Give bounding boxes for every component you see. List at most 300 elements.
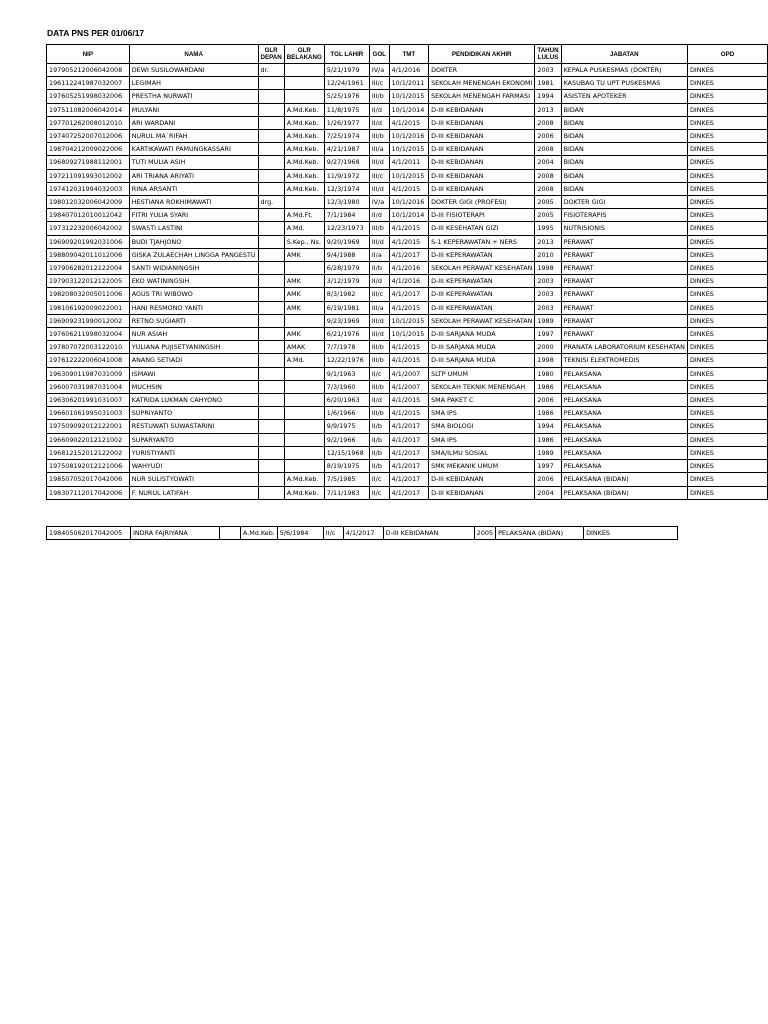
- cell-glr-belakang[interactable]: A.Md.Keb.: [284, 473, 324, 486]
- table-row[interactable]: [47, 394, 768, 407]
- cell-gol[interactable]: II/b: [369, 420, 389, 433]
- cell-tahun-lulus[interactable]: 1980: [535, 367, 561, 380]
- cell-pendidikan-akhir[interactable]: D-III KEBIDANAN: [429, 156, 535, 169]
- cell-glr-depan[interactable]: [258, 90, 284, 103]
- cell-tahun-lulus[interactable]: 2010: [535, 248, 561, 261]
- cell-tahun-lulus[interactable]: 2005: [535, 209, 561, 222]
- table-row[interactable]: [47, 460, 768, 473]
- cell-gol[interactable]: III/c: [369, 77, 389, 90]
- cell-tmt[interactable]: 10/1/2016: [389, 196, 429, 209]
- cell-nama[interactable]: SANTI WIDIANINGSIH: [129, 262, 258, 275]
- table-row[interactable]: [47, 143, 768, 156]
- table-row[interactable]: [47, 64, 768, 77]
- cell-tgl-lahir[interactable]: 8/3/1982: [324, 288, 369, 301]
- cell-tahun-lulus[interactable]: 2008: [535, 143, 561, 156]
- cell-gol[interactable]: II/d: [369, 275, 389, 288]
- cell-pendidikan-akhir[interactable]: SMA BIOLOGI: [429, 420, 535, 433]
- cell-jabatan[interactable]: BIDAN: [561, 103, 687, 116]
- cell-tgl-lahir[interactable]: 11/8/1975: [324, 103, 369, 116]
- cell-opd[interactable]: DINKES: [687, 196, 767, 209]
- table-row[interactable]: [47, 380, 768, 393]
- cell-tahun-lulus[interactable]: 1986: [535, 433, 561, 446]
- cell-opd[interactable]: DINKES: [687, 446, 767, 459]
- cell-nama[interactable]: HESTIANA ROKHIMAWATI: [129, 196, 258, 209]
- cell-nama[interactable]: RETNO SUGIARTI: [129, 314, 258, 327]
- cell-tahun-lulus[interactable]: 1997: [535, 460, 561, 473]
- cell-opd[interactable]: DINKES: [584, 527, 678, 540]
- cell-jabatan[interactable]: PELAKSANA (BIDAN): [561, 486, 687, 499]
- cell-opd[interactable]: DINKES: [687, 222, 767, 235]
- cell-nama[interactable]: GISKA ZULAECHAH LINGGA PANGESTU: [129, 248, 258, 261]
- cell-tgl-lahir[interactable]: 11/9/1972: [324, 169, 369, 182]
- cell-tmt[interactable]: 4/1/2015: [389, 116, 429, 129]
- cell-jabatan[interactable]: PELAKSANA: [561, 420, 687, 433]
- cell-glr-belakang[interactable]: [284, 420, 324, 433]
- cell-tahun-lulus[interactable]: 2006: [535, 130, 561, 143]
- cell-tahun-lulus[interactable]: 1994: [535, 90, 561, 103]
- cell-nip[interactable]: 197509092012122001: [47, 420, 130, 433]
- column-header-tmt[interactable]: TMT: [389, 45, 429, 64]
- cell-gol[interactable]: II/d: [369, 103, 389, 116]
- cell-pendidikan-akhir[interactable]: D-III SARJANA MUDA: [429, 328, 535, 341]
- table-row[interactable]: [47, 341, 768, 354]
- cell-pendidikan-akhir[interactable]: D-III KEBIDANAN: [429, 103, 535, 116]
- cell-tmt[interactable]: 4/1/2015: [389, 394, 429, 407]
- cell-tahun-lulus[interactable]: 1986: [535, 407, 561, 420]
- cell-gol[interactable]: IV/a: [369, 196, 389, 209]
- cell-glr-depan[interactable]: [220, 527, 241, 540]
- cell-glr-belakang[interactable]: A.Md.Keb.: [284, 130, 324, 143]
- cell-gol[interactable]: II/d: [369, 209, 389, 222]
- cell-nama[interactable]: SUPRIYANTO: [129, 407, 258, 420]
- cell-pendidikan-akhir[interactable]: SMK MEKANIK UMUM: [429, 460, 535, 473]
- cell-nama[interactable]: NURUL MA`RIFAH: [129, 130, 258, 143]
- cell-glr-depan[interactable]: [258, 209, 284, 222]
- cell-nama[interactable]: MUCHSIN: [129, 380, 258, 393]
- table-row[interactable]: [47, 486, 768, 499]
- cell-tgl-lahir[interactable]: 7/1/1984: [324, 209, 369, 222]
- cell-nip[interactable]: 196601061995031003: [47, 407, 130, 420]
- cell-nama[interactable]: SUPARYANTO: [129, 433, 258, 446]
- cell-pendidikan-akhir[interactable]: D-III KESEHATAN GIZI: [429, 222, 535, 235]
- table-row[interactable]: [47, 420, 768, 433]
- table-row[interactable]: [47, 169, 768, 182]
- cell-nip[interactable]: 197701262008012010: [47, 116, 130, 129]
- cell-jabatan[interactable]: PERAWAT: [561, 275, 687, 288]
- cell-opd[interactable]: DINKES: [687, 354, 767, 367]
- cell-nama[interactable]: ANANG SETIADI: [129, 354, 258, 367]
- cell-tmt[interactable]: 10/1/2011: [389, 77, 429, 90]
- cell-nip[interactable]: 196112241987032007: [47, 77, 130, 90]
- cell-gol[interactable]: III/c: [369, 288, 389, 301]
- table-row[interactable]: [47, 77, 768, 90]
- cell-jabatan[interactable]: BIDAN: [561, 116, 687, 129]
- cell-tmt[interactable]: 10/1/2016: [389, 130, 429, 143]
- cell-tmt[interactable]: 4/1/2007: [389, 380, 429, 393]
- cell-jabatan[interactable]: PELAKSANA: [561, 433, 687, 446]
- cell-nip[interactable]: 198405062017042005: [47, 527, 131, 540]
- cell-jabatan[interactable]: PERAWAT: [561, 314, 687, 327]
- table-row[interactable]: [47, 156, 768, 169]
- cell-glr-depan[interactable]: [258, 486, 284, 499]
- table-row[interactable]: [47, 130, 768, 143]
- cell-glr-depan[interactable]: dr.: [258, 64, 284, 77]
- cell-tahun-lulus[interactable]: 2004: [535, 486, 561, 499]
- cell-nip[interactable]: 197905212006042008: [47, 64, 130, 77]
- cell-glr-belakang[interactable]: AMAK: [284, 341, 324, 354]
- table-row[interactable]: [47, 196, 768, 209]
- cell-glr-depan[interactable]: [258, 407, 284, 420]
- cell-gol[interactable]: III/d: [369, 156, 389, 169]
- cell-tgl-lahir[interactable]: 5/21/1979: [324, 64, 369, 77]
- cell-tgl-lahir[interactable]: 7/3/1960: [324, 380, 369, 393]
- cell-glr-belakang[interactable]: A.Md.Keb.: [284, 103, 324, 116]
- cell-jabatan[interactable]: BIDAN: [561, 130, 687, 143]
- cell-jabatan[interactable]: NUTRISIONIS: [561, 222, 687, 235]
- cell-tahun-lulus[interactable]: 1989: [535, 314, 561, 327]
- cell-nip[interactable]: 198106192009022001: [47, 301, 130, 314]
- cell-nama[interactable]: ARI WARDANI: [129, 116, 258, 129]
- cell-gol[interactable]: II/c: [369, 473, 389, 486]
- cell-nip[interactable]: 196306201991031007: [47, 394, 130, 407]
- cell-glr-belakang[interactable]: A.Md.Keb.: [284, 169, 324, 182]
- cell-nip[interactable]: 196909231990012002: [47, 314, 130, 327]
- cell-pendidikan-akhir[interactable]: SEKOLAH PERAWAT KESEHATAN: [429, 314, 535, 327]
- cell-tmt[interactable]: 4/1/2015: [389, 407, 429, 420]
- cell-gol[interactable]: II/d: [369, 116, 389, 129]
- cell-tmt[interactable]: 4/1/2015: [389, 222, 429, 235]
- cell-pendidikan-akhir[interactable]: D-III FISIOTERAPI: [429, 209, 535, 222]
- cell-opd[interactable]: DINKES: [687, 262, 767, 275]
- cell-glr-depan[interactable]: [258, 433, 284, 446]
- cell-pendidikan-akhir[interactable]: SMA IPS: [429, 433, 535, 446]
- cell-nip[interactable]: 197903122012122005: [47, 275, 130, 288]
- cell-tahun-lulus[interactable]: 2008: [535, 116, 561, 129]
- cell-jabatan[interactable]: PELAKSANA (BIDAN): [496, 527, 584, 540]
- cell-glr-belakang[interactable]: A.Md.: [284, 222, 324, 235]
- cell-glr-belakang[interactable]: A.Md.Keb.: [284, 486, 324, 499]
- table-row[interactable]: [47, 235, 768, 248]
- cell-nip[interactable]: 197511082006042014: [47, 103, 130, 116]
- cell-pendidikan-akhir[interactable]: SMA PAKET C: [429, 394, 535, 407]
- cell-pendidikan-akhir[interactable]: SLTP UMUM: [429, 367, 535, 380]
- cell-tmt[interactable]: 4/1/2017: [389, 420, 429, 433]
- cell-opd[interactable]: DINKES: [687, 394, 767, 407]
- cell-glr-belakang[interactable]: [284, 196, 324, 209]
- cell-tahun-lulus[interactable]: 2008: [535, 182, 561, 195]
- cell-tgl-lahir[interactable]: 5/25/1976: [324, 90, 369, 103]
- cell-glr-depan[interactable]: [258, 248, 284, 261]
- cell-gol[interactable]: II/b: [369, 446, 389, 459]
- cell-tahun-lulus[interactable]: 2003: [535, 288, 561, 301]
- cell-nama[interactable]: RINA ARSANTI: [129, 182, 258, 195]
- cell-opd[interactable]: DINKES: [687, 103, 767, 116]
- cell-opd[interactable]: DINKES: [687, 143, 767, 156]
- cell-tgl-lahir[interactable]: 4/21/1987: [324, 143, 369, 156]
- cell-glr-belakang[interactable]: A.Md.Keb.: [284, 116, 324, 129]
- cell-jabatan[interactable]: BIDAN: [561, 156, 687, 169]
- cell-tahun-lulus[interactable]: 2003: [535, 275, 561, 288]
- cell-glr-depan[interactable]: [258, 143, 284, 156]
- cell-nip[interactable]: 196007031987031004: [47, 380, 130, 393]
- cell-pendidikan-akhir[interactable]: SMA/ILMU SOSIAL: [429, 446, 535, 459]
- cell-tahun-lulus[interactable]: 1986: [535, 380, 561, 393]
- column-header-jabatan[interactable]: JABATAN: [561, 45, 687, 64]
- cell-tmt[interactable]: 4/1/2017: [389, 433, 429, 446]
- cell-nip[interactable]: 198307112017042006: [47, 486, 130, 499]
- column-header-gol[interactable]: GOL: [369, 45, 389, 64]
- cell-opd[interactable]: DINKES: [687, 248, 767, 261]
- cell-tmt[interactable]: 4/1/2015: [389, 301, 429, 314]
- table-row[interactable]: [47, 328, 768, 341]
- cell-tmt[interactable]: 4/1/2015: [389, 182, 429, 195]
- cell-glr-belakang[interactable]: [284, 314, 324, 327]
- cell-glr-belakang[interactable]: AMK: [284, 275, 324, 288]
- column-header-opd[interactable]: OPD: [687, 45, 767, 64]
- cell-tgl-lahir[interactable]: 6/19/1981: [324, 301, 369, 314]
- cell-tgl-lahir[interactable]: 9/1/1963: [324, 367, 369, 380]
- cell-jabatan[interactable]: PERAWAT: [561, 288, 687, 301]
- cell-nama[interactable]: HANI RESMONO YANTI: [129, 301, 258, 314]
- cell-gol[interactable]: III/a: [369, 143, 389, 156]
- cell-pendidikan-akhir[interactable]: D-III KEBIDANAN: [429, 130, 535, 143]
- cell-glr-depan[interactable]: [258, 473, 284, 486]
- cell-tgl-lahir[interactable]: 7/7/1978: [324, 341, 369, 354]
- cell-glr-belakang[interactable]: [284, 367, 324, 380]
- cell-pendidikan-akhir[interactable]: D-III KEBIDANAN: [429, 169, 535, 182]
- cell-nip[interactable]: 196812152012122002: [47, 446, 130, 459]
- cell-nama[interactable]: MULYANI: [129, 103, 258, 116]
- cell-jabatan[interactable]: PERAWAT: [561, 235, 687, 248]
- cell-opd[interactable]: DINKES: [687, 235, 767, 248]
- cell-jabatan[interactable]: PERAWAT: [561, 301, 687, 314]
- cell-gol[interactable]: III/b: [369, 130, 389, 143]
- cell-tahun-lulus[interactable]: 1997: [535, 328, 561, 341]
- cell-jabatan[interactable]: PELAKSANA: [561, 380, 687, 393]
- cell-glr-belakang[interactable]: [284, 407, 324, 420]
- cell-gol[interactable]: III/a: [369, 301, 389, 314]
- cell-glr-belakang[interactable]: [284, 90, 324, 103]
- cell-glr-depan[interactable]: [258, 446, 284, 459]
- cell-tmt[interactable]: 4/1/2011: [389, 156, 429, 169]
- cell-opd[interactable]: DINKES: [687, 64, 767, 77]
- cell-glr-depan[interactable]: [258, 103, 284, 116]
- cell-glr-belakang[interactable]: [284, 433, 324, 446]
- cell-gol[interactable]: III/c: [369, 169, 389, 182]
- cell-tahun-lulus[interactable]: 2004: [535, 156, 561, 169]
- cell-jabatan[interactable]: TEKNISI ELEKTROMEDIS: [561, 354, 687, 367]
- cell-tgl-lahir[interactable]: 1/6/1966: [324, 407, 369, 420]
- table-row[interactable]: [47, 248, 768, 261]
- cell-pendidikan-akhir[interactable]: D-III SARJANA MUDA: [429, 354, 535, 367]
- column-header-glr-depan[interactable]: GLR DEPAN: [258, 45, 284, 64]
- cell-jabatan[interactable]: KEPALA PUSKESMAS (DOKTER): [561, 64, 687, 77]
- cell-gol[interactable]: III/d: [369, 328, 389, 341]
- cell-opd[interactable]: DINKES: [687, 367, 767, 380]
- cell-pendidikan-akhir[interactable]: S-1 KEPERAWATAN + NERS: [429, 235, 535, 248]
- cell-nip[interactable]: 196609022012121002: [47, 433, 130, 446]
- cell-pendidikan-akhir[interactable]: D-III KEPERAWATAN: [429, 301, 535, 314]
- cell-pendidikan-akhir[interactable]: D-III KEBIDANAN: [429, 143, 535, 156]
- column-header-glr-belakang[interactable]: GLR BELAKANG: [284, 45, 324, 64]
- cell-jabatan[interactable]: PRANATA LABORATORIUM KESEHATAN: [561, 341, 687, 354]
- cell-tgl-lahir[interactable]: 9/27/1968: [324, 156, 369, 169]
- cell-tgl-lahir[interactable]: 6/21/1976: [324, 328, 369, 341]
- cell-glr-belakang[interactable]: [284, 394, 324, 407]
- cell-opd[interactable]: DINKES: [687, 433, 767, 446]
- cell-tmt[interactable]: 4/1/2007: [389, 367, 429, 380]
- cell-tgl-lahir[interactable]: 9/23/1969: [324, 314, 369, 327]
- cell-pendidikan-akhir[interactable]: SEKOLAH MENENGAH FARMASI: [429, 90, 535, 103]
- cell-tahun-lulus[interactable]: 1995: [535, 222, 561, 235]
- cell-jabatan[interactable]: FISIOTERAPIS: [561, 209, 687, 222]
- cell-nama[interactable]: NUR ASIAH: [129, 328, 258, 341]
- table-row[interactable]: [47, 262, 768, 275]
- cell-glr-depan[interactable]: [258, 341, 284, 354]
- cell-tahun-lulus[interactable]: 2000: [535, 341, 561, 354]
- cell-opd[interactable]: DINKES: [687, 77, 767, 90]
- cell-nip[interactable]: 197412031994032003: [47, 182, 130, 195]
- cell-glr-belakang[interactable]: AMK: [284, 288, 324, 301]
- cell-opd[interactable]: DINKES: [687, 275, 767, 288]
- cell-glr-belakang[interactable]: [284, 262, 324, 275]
- cell-nama[interactable]: TUTI MULIA ASIH: [129, 156, 258, 169]
- cell-jabatan[interactable]: BIDAN: [561, 182, 687, 195]
- cell-nip[interactable]: 198704212009022006: [47, 143, 130, 156]
- cell-nama[interactable]: NUR SULISTYOWATI: [129, 473, 258, 486]
- cell-tmt[interactable]: 10/1/2015: [389, 143, 429, 156]
- cell-pendidikan-akhir[interactable]: DOKTER GIGI (PROFESI): [429, 196, 535, 209]
- cell-gol[interactable]: IV/a: [369, 64, 389, 77]
- cell-tgl-lahir[interactable]: 9/2/1966: [324, 433, 369, 446]
- cell-gol[interactable]: II/a: [369, 248, 389, 261]
- cell-jabatan[interactable]: PELAKSANA: [561, 446, 687, 459]
- cell-nama[interactable]: KATRIDA LUKMAN CAHYONO: [129, 394, 258, 407]
- cell-gol[interactable]: III/b: [369, 90, 389, 103]
- cell-glr-depan[interactable]: [258, 235, 284, 248]
- cell-opd[interactable]: DINKES: [687, 407, 767, 420]
- cell-tgl-lahir[interactable]: 12/3/1980: [324, 196, 369, 209]
- cell-gol[interactable]: III/b: [369, 341, 389, 354]
- cell-gol[interactable]: III/b: [369, 407, 389, 420]
- cell-gol[interactable]: III/b: [369, 354, 389, 367]
- cell-glr-depan[interactable]: [258, 116, 284, 129]
- cell-jabatan[interactable]: PELAKSANA: [561, 407, 687, 420]
- cell-tahun-lulus[interactable]: 2008: [535, 169, 561, 182]
- cell-tmt[interactable]: 4/1/2015: [389, 354, 429, 367]
- table-row[interactable]: [47, 407, 768, 420]
- cell-tmt[interactable]: 4/1/2016: [389, 64, 429, 77]
- cell-jabatan[interactable]: PELAKSANA: [561, 460, 687, 473]
- cell-glr-belakang[interactable]: A.Md.: [284, 354, 324, 367]
- cell-tmt[interactable]: 4/1/2017: [389, 473, 429, 486]
- cell-glr-depan[interactable]: drg.: [258, 196, 284, 209]
- cell-glr-belakang[interactable]: A.Md.Keb.: [241, 527, 278, 540]
- table-row[interactable]: [47, 275, 768, 288]
- cell-pendidikan-akhir[interactable]: D-III KEBIDANAN: [429, 116, 535, 129]
- cell-nama[interactable]: LEGIMAH: [129, 77, 258, 90]
- cell-nama[interactable]: KARTIKAWATI PAMUNGKASSARI: [129, 143, 258, 156]
- cell-opd[interactable]: DINKES: [687, 380, 767, 393]
- cell-glr-depan[interactable]: [258, 354, 284, 367]
- table-row[interactable]: [47, 222, 768, 235]
- cell-glr-depan[interactable]: [258, 420, 284, 433]
- cell-nip[interactable]: 197906282012122004: [47, 262, 130, 275]
- cell-tahun-lulus[interactable]: 2013: [535, 235, 561, 248]
- cell-nip[interactable]: 197612222006041008: [47, 354, 130, 367]
- table-row[interactable]: [47, 367, 768, 380]
- cell-glr-belakang[interactable]: AMK: [284, 301, 324, 314]
- cell-gol[interactable]: II/b: [369, 262, 389, 275]
- cell-glr-belakang[interactable]: [284, 77, 324, 90]
- cell-nama[interactable]: FITRI YULIA SYARI: [129, 209, 258, 222]
- cell-tmt[interactable]: 4/1/2017: [389, 460, 429, 473]
- table-row[interactable]: [47, 314, 768, 327]
- cell-opd[interactable]: DINKES: [687, 301, 767, 314]
- cell-nip[interactable]: 197312232006042002: [47, 222, 130, 235]
- cell-opd[interactable]: DINKES: [687, 90, 767, 103]
- cell-pendidikan-akhir[interactable]: D-III KEBIDANAN: [383, 527, 474, 540]
- cell-gol[interactable]: III/d: [369, 235, 389, 248]
- cell-pendidikan-akhir[interactable]: D-III SARJANA MUDA: [429, 341, 535, 354]
- cell-tgl-lahir[interactable]: 3/12/1979: [324, 275, 369, 288]
- cell-nama[interactable]: DEWI SUSILOWARDANI: [129, 64, 258, 77]
- cell-pendidikan-akhir[interactable]: DOKTER: [429, 64, 535, 77]
- cell-tgl-lahir[interactable]: 9/9/1975: [324, 420, 369, 433]
- cell-pendidikan-akhir[interactable]: SEKOLAH TEKNIK MENENGAH: [429, 380, 535, 393]
- table-row[interactable]: [47, 433, 768, 446]
- table-row[interactable]: [47, 354, 768, 367]
- cell-pendidikan-akhir[interactable]: D-III KEBIDANAN: [429, 473, 535, 486]
- table-row[interactable]: [47, 473, 768, 486]
- cell-glr-belakang[interactable]: [284, 380, 324, 393]
- cell-glr-depan[interactable]: [258, 460, 284, 473]
- cell-nama[interactable]: BUDI TJAHJONO: [129, 235, 258, 248]
- cell-nama[interactable]: YULIANA PUJISETYANINGSIH: [129, 341, 258, 354]
- cell-tahun-lulus[interactable]: 1981: [535, 77, 561, 90]
- cell-glr-depan[interactable]: [258, 182, 284, 195]
- cell-opd[interactable]: DINKES: [687, 486, 767, 499]
- cell-tmt[interactable]: 4/1/2016: [389, 275, 429, 288]
- cell-tmt[interactable]: 4/1/2017: [389, 248, 429, 261]
- column-header-tgl-lahir[interactable]: TGL LAHIR: [324, 45, 369, 64]
- cell-glr-belakang[interactable]: A.Md.Ft.: [284, 209, 324, 222]
- cell-tahun-lulus[interactable]: 2005: [474, 527, 495, 540]
- cell-pendidikan-akhir[interactable]: D-III KEPERAWATAN: [429, 248, 535, 261]
- cell-tgl-lahir[interactable]: 6/20/1963: [324, 394, 369, 407]
- cell-tahun-lulus[interactable]: 2005: [535, 196, 561, 209]
- cell-nama[interactable]: INDRA FAJRIYANA: [131, 527, 220, 540]
- cell-gol[interactable]: II/c: [323, 527, 343, 540]
- cell-jabatan[interactable]: PERAWAT: [561, 328, 687, 341]
- cell-opd[interactable]: DINKES: [687, 156, 767, 169]
- cell-tgl-lahir[interactable]: 8/19/1975: [324, 460, 369, 473]
- cell-tgl-lahir[interactable]: 12/24/1961: [324, 77, 369, 90]
- cell-opd[interactable]: DINKES: [687, 169, 767, 182]
- cell-tgl-lahir[interactable]: 12/22/1976: [324, 354, 369, 367]
- cell-nama[interactable]: RESTUWATI SUWASTARINI: [129, 420, 258, 433]
- cell-opd[interactable]: DINKES: [687, 314, 767, 327]
- cell-opd[interactable]: DINKES: [687, 341, 767, 354]
- cell-nama[interactable]: YURISTIYANTI: [129, 446, 258, 459]
- cell-opd[interactable]: DINKES: [687, 209, 767, 222]
- cell-gol[interactable]: III/d: [369, 314, 389, 327]
- cell-glr-belakang[interactable]: AMK: [284, 328, 324, 341]
- cell-glr-belakang[interactable]: [284, 64, 324, 77]
- cell-jabatan[interactable]: PELAKSANA: [561, 394, 687, 407]
- cell-nama[interactable]: AGUS TRI WIBOWO: [129, 288, 258, 301]
- cell-opd[interactable]: DINKES: [687, 182, 767, 195]
